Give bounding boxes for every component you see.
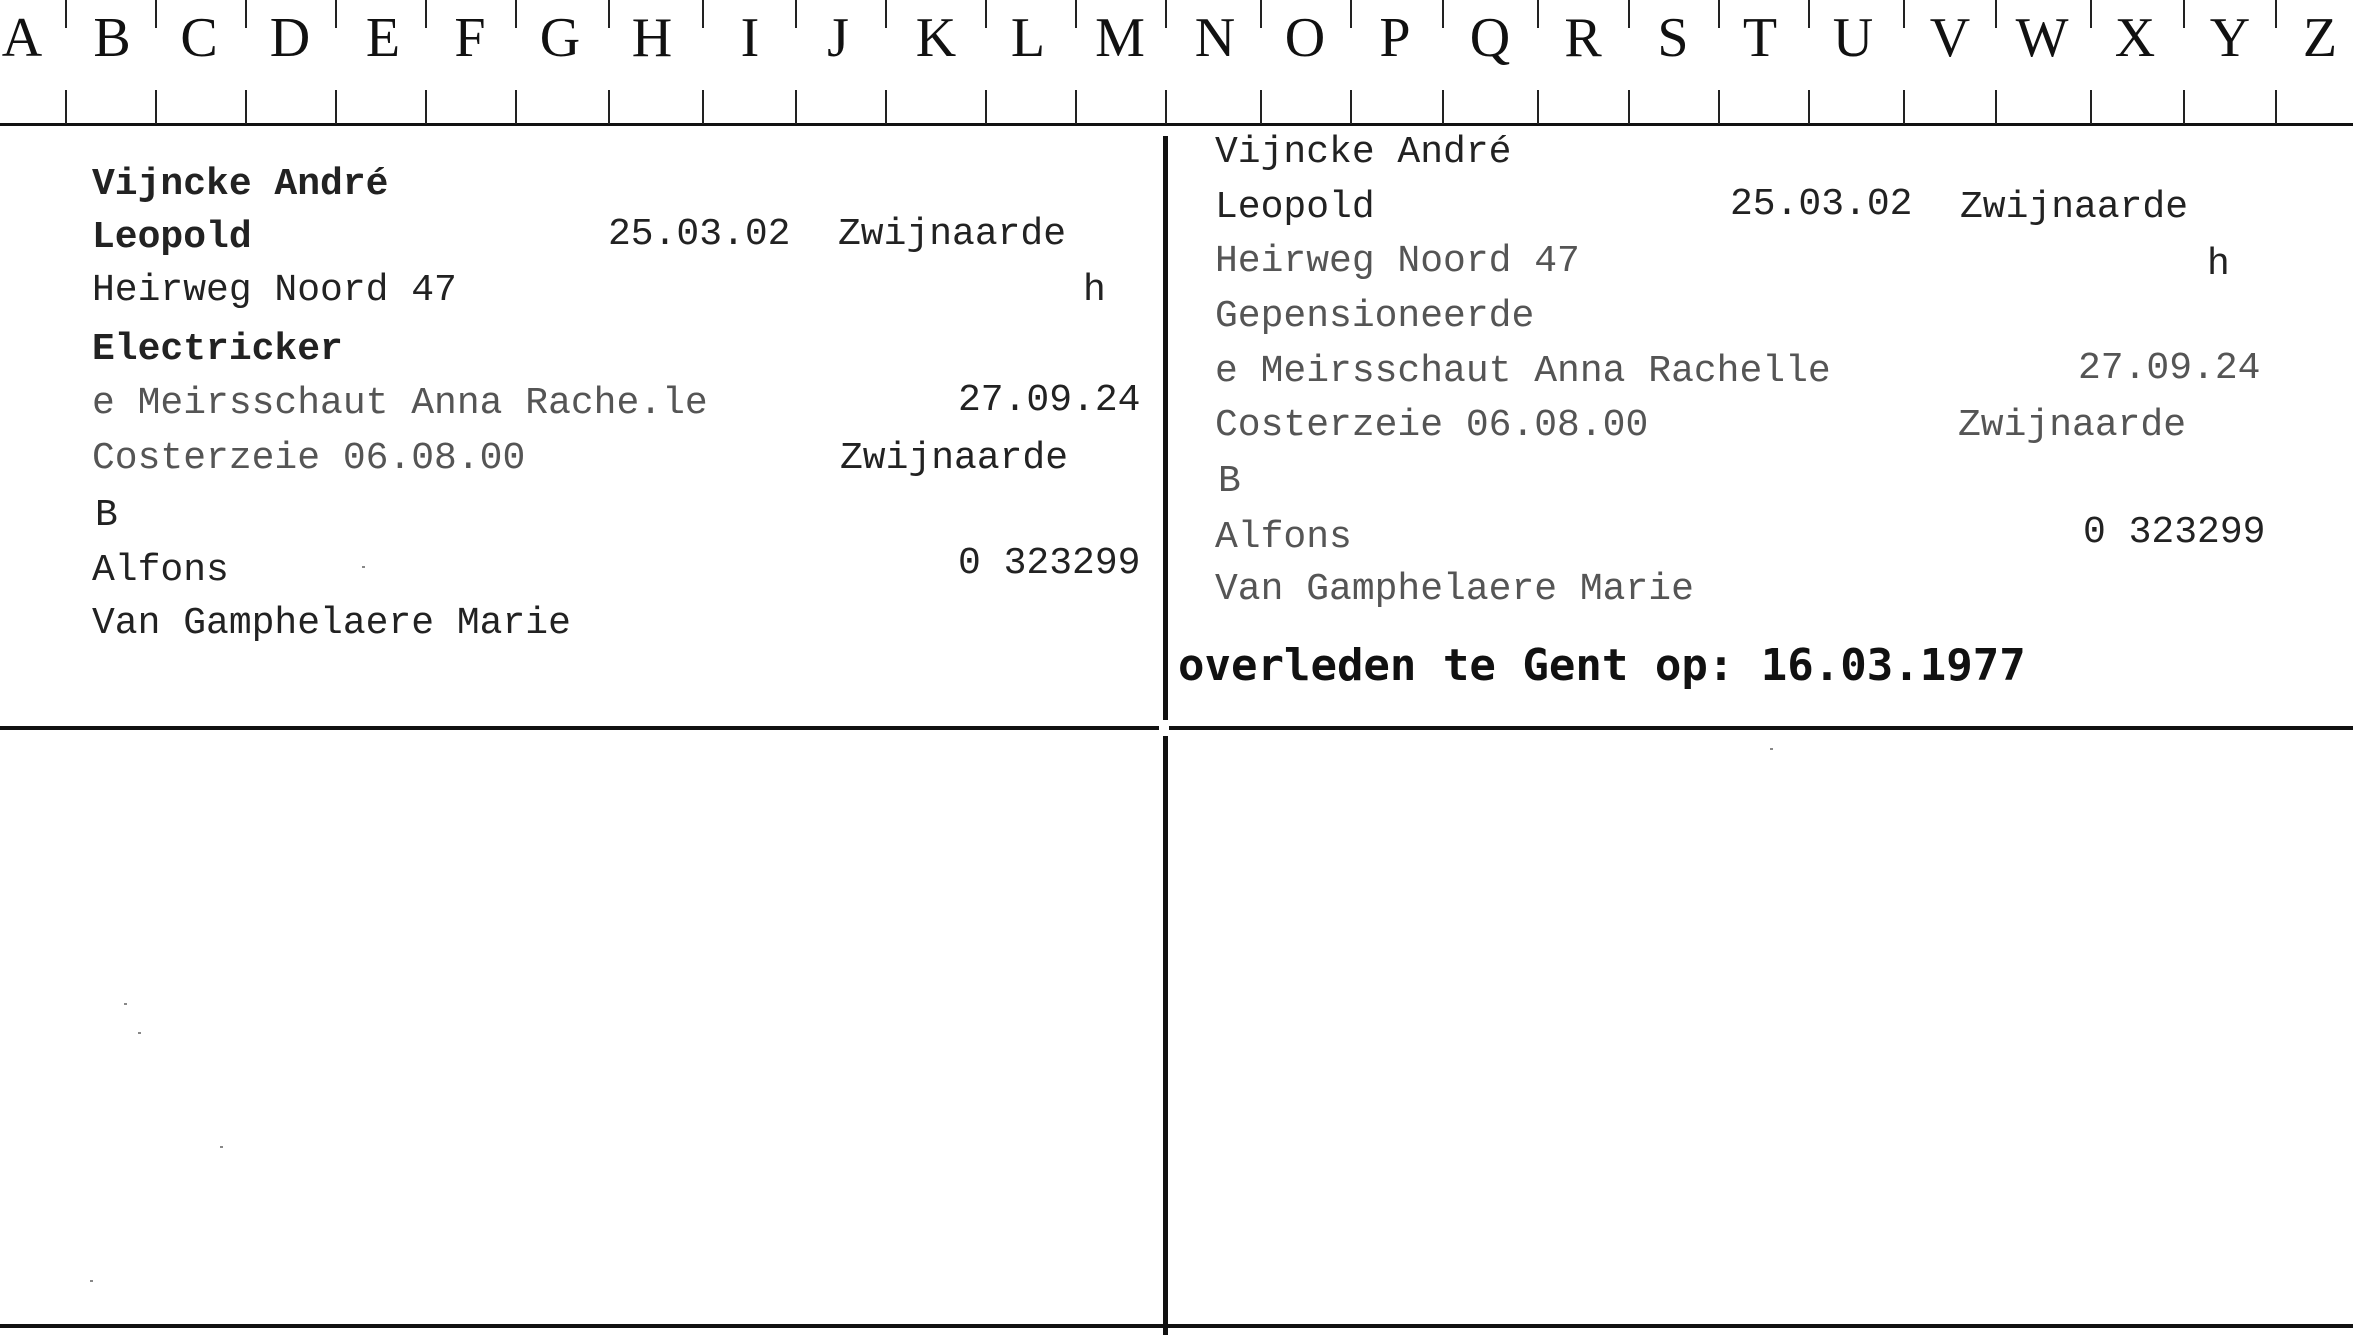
alphabet-letter-s: S <box>1657 7 1689 69</box>
scan-speck <box>138 1032 141 1034</box>
card-right-number: 0 323299 <box>2083 511 2266 554</box>
alphabet-separator-tick <box>1808 90 1810 124</box>
card-left-spouse-date: 27.09.24 <box>958 379 1141 422</box>
alphabet-separator-tick <box>795 0 797 28</box>
card-left-father: Alfons <box>92 549 229 592</box>
card-right-mother: Van Gamphelaere Marie <box>1215 568 1694 611</box>
death-note: overleden te Gent op: 16.03.1977 <box>1178 640 2026 691</box>
alphabet-separator-tick <box>702 90 704 124</box>
alphabet-separator-tick <box>702 0 704 28</box>
alphabet-separator-tick <box>335 90 337 124</box>
alphabet-separator-tick <box>515 90 517 124</box>
alphabet-letter-r: R <box>1564 7 1602 69</box>
card-right-code: B <box>1218 460 1241 503</box>
scan-speck <box>1770 748 1773 750</box>
alphabet-separator-tick <box>1260 90 1262 124</box>
alphabet-letter-b: B <box>93 7 131 69</box>
alphabet-separator-tick <box>1537 90 1539 124</box>
alphabet-separator-tick <box>2275 0 2277 28</box>
card-left-spouse: e Meirsschaut Anna Rache.le <box>92 382 708 425</box>
card-right-birth-date: 25.03.02 <box>1730 183 1913 226</box>
scan-speck <box>90 1280 93 1282</box>
scan-speck <box>220 1146 223 1148</box>
alphabet-letter-v: V <box>1929 7 1971 69</box>
alphabet-letter-f: F <box>454 7 486 69</box>
alphabet-separator-tick <box>1628 90 1630 124</box>
alphabet-separator-tick <box>245 90 247 124</box>
alphabet-letter-m: M <box>1095 7 1145 69</box>
alphabet-index-bar <box>0 0 2353 126</box>
alphabet-separator-tick <box>65 90 67 124</box>
card-right-spouse-place: Zwijnaarde <box>1958 404 2187 447</box>
alphabet-separator-tick <box>425 0 427 28</box>
alphabet-separator-tick <box>1075 0 1077 28</box>
card-right-mark: h <box>2207 243 2230 286</box>
card-right-birth-place: Zwijnaarde <box>1960 186 2189 229</box>
alphabet-separator-tick <box>155 0 157 28</box>
alphabet-separator-tick <box>985 90 987 124</box>
alphabet-letter-e: E <box>365 7 401 69</box>
card-left-first-name: Leopold <box>92 216 252 259</box>
alphabet-separator-tick <box>2275 90 2277 124</box>
alphabet-letter-a: A <box>1 7 43 69</box>
scan-speck <box>124 1003 127 1005</box>
alphabet-letter-p: P <box>1379 7 1411 69</box>
alphabet-letter-z: Z <box>2302 7 2338 69</box>
alphabet-separator-tick <box>1165 0 1167 28</box>
card-bottom-divider <box>0 1324 2353 1328</box>
alphabet-separator-tick <box>425 90 427 124</box>
card-left-mark: h <box>1083 269 1106 312</box>
card-right-first-name: Leopold <box>1215 186 1375 229</box>
alphabet-letter-h: H <box>631 7 673 69</box>
alphabet-separator-tick <box>985 0 987 28</box>
alphabet-letter-j: J <box>827 7 849 69</box>
card-right-father: Alfons <box>1215 516 1352 559</box>
alphabet-separator-tick <box>515 0 517 28</box>
card-horizontal-divider <box>0 726 2353 730</box>
card-left-spouse-place: Zwijnaarde <box>840 437 1069 480</box>
alphabet-letter-k: K <box>915 7 957 69</box>
alphabet-separator-tick <box>1350 90 1352 124</box>
scan-speck <box>362 566 365 568</box>
alphabet-separator-tick <box>1628 0 1630 28</box>
card-left-address: Heirweg Noord 47 <box>92 269 457 312</box>
alphabet-separator-tick <box>155 90 157 124</box>
alphabet-separator-tick <box>1075 90 1077 124</box>
alphabet-separator-tick <box>2090 90 2092 124</box>
alphabet-letter-w: W <box>2015 7 2069 69</box>
alphabet-separator-tick <box>608 90 610 124</box>
card-left-birth-date: 25.03.02 <box>608 213 791 256</box>
alphabet-separator-tick <box>1442 90 1444 124</box>
alphabet-letter-d: D <box>269 7 311 69</box>
alphabet-letter-i: I <box>740 7 760 69</box>
alphabet-letter-x: X <box>2114 7 2156 69</box>
card-right-spouse: e Meirsschaut Anna Rachelle <box>1215 350 1831 393</box>
card-right-name: Vijncke André <box>1215 131 1512 174</box>
card-right-occupation: Gepensioneerde <box>1215 295 1535 338</box>
alphabet-separator-tick <box>1718 0 1720 28</box>
alphabet-separator-tick <box>2090 0 2092 28</box>
alphabet-letter-u: U <box>1832 7 1874 69</box>
alphabet-separator-tick <box>1260 0 1262 28</box>
alphabet-separator-tick <box>1903 90 1905 124</box>
card-left-occupation: Electricker <box>92 328 343 371</box>
alphabet-letter-l: L <box>1010 7 1046 69</box>
card-left-number: 0 323299 <box>958 542 1141 585</box>
card-left-code: B <box>95 494 118 537</box>
card-left-mother: Van Gamphelaere Marie <box>92 602 571 645</box>
alphabet-letter-g: G <box>539 7 581 69</box>
alphabet-letter-t: T <box>1742 7 1778 69</box>
alphabet-separator-tick <box>1903 0 1905 28</box>
alphabet-letter-y: Y <box>2209 7 2251 69</box>
alphabet-letter-n: N <box>1194 7 1236 69</box>
alphabet-separator-tick <box>2183 90 2185 124</box>
alphabet-separator-tick <box>1995 90 1997 124</box>
alphabet-separator-tick <box>885 90 887 124</box>
card-right-spouse-date: 27.09.24 <box>2078 347 2261 390</box>
alphabet-separator-tick <box>1350 0 1352 28</box>
alphabet-separator-tick <box>608 0 610 28</box>
alphabet-separator-tick <box>1995 0 1997 28</box>
alphabet-separator-tick <box>2183 0 2185 28</box>
alphabet-separator-tick <box>1165 90 1167 124</box>
alphabet-separator-tick <box>1537 0 1539 28</box>
alphabet-separator-tick <box>1442 0 1444 28</box>
alphabet-separator-tick <box>335 0 337 28</box>
alphabet-separator-tick <box>65 0 67 28</box>
alphabet-separator-tick <box>245 0 247 28</box>
card-left-birth-place: Zwijnaarde <box>838 213 1067 256</box>
alphabet-separator-tick <box>1718 90 1720 124</box>
card-right-address: Heirweg Noord 47 <box>1215 240 1580 283</box>
alphabet-letter-c: C <box>180 7 218 69</box>
alphabet-letter-q: Q <box>1469 7 1511 69</box>
card-left-spouse-origin: Costerzeie 06.08.00 <box>92 437 526 480</box>
alphabet-letter-o: O <box>1284 7 1326 69</box>
divider-gap <box>1159 720 1169 736</box>
alphabet-separator-tick <box>795 90 797 124</box>
card-left-name: Vijncke André <box>92 163 389 206</box>
card-right-spouse-origin: Costerzeie 06.08.00 <box>1215 404 1649 447</box>
alphabet-separator-tick <box>885 0 887 28</box>
alphabet-separator-tick <box>1808 0 1810 28</box>
